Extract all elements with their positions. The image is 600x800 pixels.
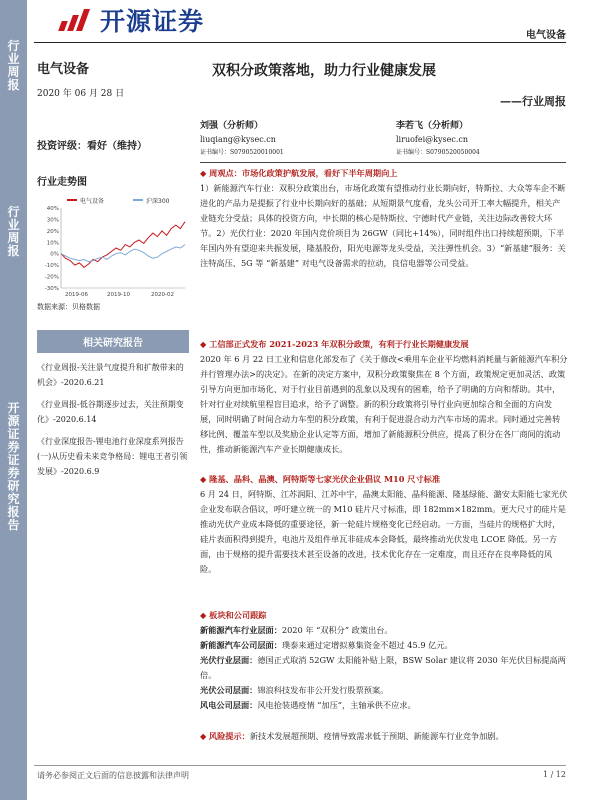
y-tick-label: 30% (46, 217, 59, 224)
bullet-icon: ◆ (200, 168, 210, 178)
investment-rating: 投资评级：看好（维持） (37, 141, 147, 152)
related-report-link[interactable]: 《行业深度报告-锂电池行业深度系列报告(一)从历史看未来竞争格局：锂电王者引领发展》-2020.6.9 (37, 437, 188, 476)
y-tick-label: -30% (44, 286, 59, 292)
logo-mark-icon (58, 7, 94, 33)
sidebar-label-2: 行业周报 (7, 205, 20, 258)
sidebar (0, 0, 27, 800)
bullet-icon: ◆ (200, 610, 210, 620)
x-tick-label: 2020-02 (151, 292, 174, 298)
section-body: 1）新能源汽车行业：双积分政策出台，市场化政策有望推动行业长期向好，特斯拉、大众等车企不断进化的产品力是提振了行业中长期向好的基础；从短期景气度看，龙头公司开工率大幅提升，相关产业链充分受益；具体的投资方向，中长期的核心是特斯拉、宁德时代产业链，关注边际改善较大环节。2）光伏行业：2020 年国内竞价项目为 26GW（同比+14%），同时组件出口持续超预期，下半年国内外有望迎来共振发展，隆基股份，阳光电源等龙头受益，关注弹性机会。3）“新基建”服务：关注特高压、5G 等 “新基建” 对电气设备需求的拉动，良信电器等公司受益。 (200, 183, 566, 268)
section-risk (200, 729, 568, 744)
section-weekly-view (200, 166, 568, 271)
y-tick-label: 20% (46, 228, 59, 235)
left-column (37, 58, 189, 479)
author-email[interactable]: liruofei@kysec.cn (396, 135, 469, 144)
y-tick-label: -20% (44, 274, 59, 281)
author-cert: 证书编号：S0790520050004 (396, 149, 480, 156)
section-dual-credit (200, 337, 568, 457)
sidebar-label-1: 行业周报 (7, 39, 20, 92)
y-tick-label: 0% (50, 251, 59, 258)
tracking-item: 光伏公司层面：锦浪科技发布非公开发行股票预案。 (200, 685, 389, 695)
section-heading: ◆ 板块和公司跟踪 (200, 610, 267, 620)
trend-chart-svg (37, 194, 189, 298)
tracking-item: 光伏行业层面：德国正式取消 52GW 太阳能补贴上限，BSW Solar 建议将 2030 年光伏目标提高两倍。 (200, 655, 566, 680)
x-tick-label: 2019-06 (65, 292, 88, 298)
related-reports-header: 相关研究报告 (37, 330, 189, 353)
footer-divider (34, 765, 566, 766)
author-email[interactable]: liuqiang@kysec.cn (200, 135, 276, 144)
section-m10-standard (200, 472, 568, 577)
page-number: 1 / 12 (542, 770, 566, 779)
sidebar-label-3: 开源证券 证券研究报告 (7, 401, 20, 532)
author-cert: 证书编号：S0790520010001 (200, 149, 284, 156)
author-card (200, 120, 284, 159)
trend-title: 行业走势图 (37, 177, 87, 188)
header-category: 电气设备 (526, 30, 566, 41)
logo-text: 开源证券 (100, 7, 205, 36)
y-tick-label: 40% (46, 206, 59, 212)
legend-label: 电气设备 (80, 198, 105, 205)
bullet-icon: ◆ (200, 731, 209, 741)
header-divider (34, 42, 566, 43)
section-tracking (200, 608, 568, 713)
report-title: 双积分政策落地，助力行业健康发展 (212, 63, 436, 79)
risk-note: ◆ 风险提示：新技术发展超预期、疫情导致需求低于预期、新能源车行业竞争加剧。 (200, 731, 504, 741)
bullet-icon: ◆ (200, 474, 210, 484)
y-tick-label: 10% (46, 240, 59, 247)
y-tick-label: -10% (44, 263, 59, 270)
chart-source: 数据来源：贝格数据 (37, 303, 100, 311)
tracking-item: 新能源汽车行业层面：2020 年 “双积分” 政策出台。 (200, 625, 393, 635)
legend-label: 沪深300 (146, 198, 170, 205)
section-body: 6 月 24 日，阿特斯、江苏润阳、江苏中宇，晶澳太阳能、晶科能源、隆基绿能、潞安太阳能七家光伏企业发布联合倡议，呼吁建立统一的 M10 硅片尺寸标准，即 182mm×182mm。更大尺寸的硅片是推动光伏产业成本降低的重要途径，新一轮硅片规格变化已经启动。一方面，当硅片的规格扩大时，硅片表面积得到提升，电池片及组件单瓦非硅成本会降低，最终推动光伏发电 LCOE 降低。另一方面，由于规格的提升需要技术甚至设备的改进，技术优化存在一定难度，而且还存在良率降低的风险。 (200, 489, 568, 574)
related-report-link[interactable]: 《行业周报-低谷期逐步过去，关注预期变化》-2020.6.14 (37, 400, 184, 424)
section-heading: ◆ 工信部正式发布 2021-2023 年双积分政策，有利于行业长期健康发展 (200, 339, 469, 349)
tracking-item: 新能源汽车公司层面：璞泰来通过定增拟募集资金不超过 45.9 亿元。 (200, 640, 453, 650)
tracking-item: 风电公司层面：风电抢装遇疫情 “加压”，主轴承供不应求。 (200, 700, 416, 710)
report-subtitle: ——行业周报 (500, 95, 566, 108)
x-tick-label: 2019-10 (107, 292, 130, 298)
sector-title: 电气设备 (37, 62, 90, 77)
related-report-link[interactable]: 《行业周报-关注景气度提升和扩散带来的机会》-2020.6.21 (37, 363, 184, 387)
author-card (396, 120, 480, 159)
report-date: 2020 年 06 月 28 日 (37, 89, 125, 99)
section-body: 2020 年 6 月 22 日工业和信息化部发布了《关于修改<乘用车企业平均燃料消耗量与新能源汽车积分并行管理办法>的决定》。在新的决定方案中，双积分政策聚焦在 8 个方面，政策规定更加灵活、政策引导方向更加市场化、对于行业目前遇到的乱象以及现有的困难，给予了明确的方向和帮助。其中，针对行业对续航里程盲目追求，给予了调整。新的积分政策将引导行业向更加综合和全面的方向发展，同时明确了时间合动力车型的积分政策，有利于促进混合动力汽车市场的需求。同时通过完善转移比例、覆盖车型以及奖励企业认定等方面，增加了新能源积分供应，提高了积分在各厂商间的流动性，推动新能源汽车产业长期健康成长。 (200, 354, 568, 454)
author-divider (200, 162, 566, 163)
section-heading: ◆ 隆基、晶科、晶澳、阿特斯等七家光伏企业倡议 M10 尺寸标准 (200, 474, 441, 484)
author-name: 刘强（分析师） (200, 121, 264, 131)
footer-disclaimer: 请务必参阅正文后面的信息披露和法律声明 (37, 771, 189, 780)
bullet-icon: ◆ (200, 339, 210, 349)
section-heading: ◆ 周观点：市场化政策护航发展，看好下半年周期向上 (200, 168, 398, 178)
trend-chart (37, 194, 189, 298)
author-name: 李若飞（分析师） (396, 121, 469, 131)
logo (58, 2, 204, 38)
